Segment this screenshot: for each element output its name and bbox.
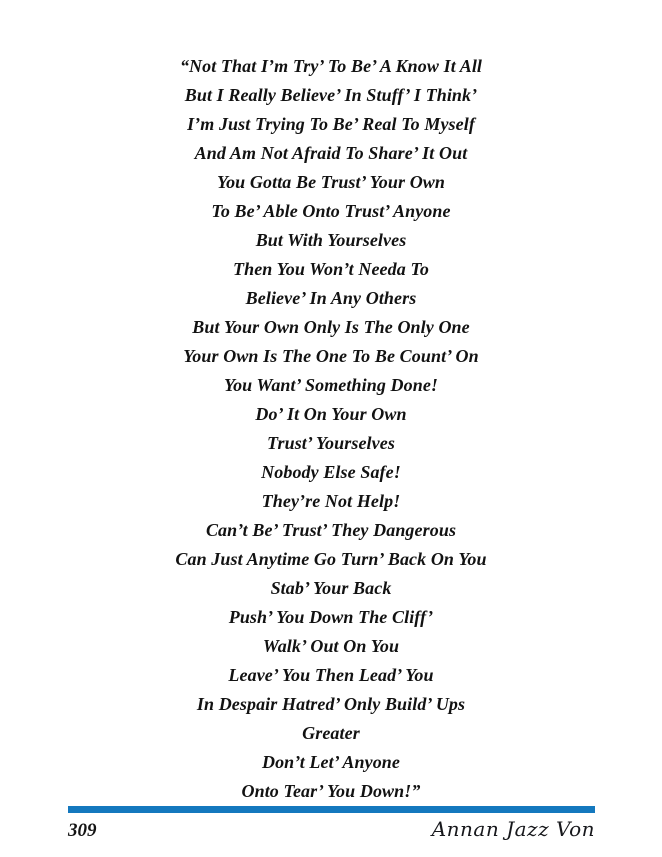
footer — [68, 817, 595, 842]
poem-line: Don’t Let’ Anyone — [261, 752, 401, 772]
poem-block — [0, 52, 662, 806]
poem-line: But With Yourselves — [255, 230, 407, 250]
poem-line: Leave’ You Then Lead’ You — [228, 665, 434, 685]
poem-line: But I Really Believe’ In Stuff’ I Think’ — [184, 85, 478, 105]
poem-line: Then You Won’t Needa To — [233, 259, 429, 279]
poem-line: Nobody Else Safe! — [261, 462, 401, 482]
poem-line: In Despair Hatred’ Only Build’ Ups — [196, 694, 466, 714]
poem-line: You Gotta Be Trust’ Your Own — [216, 172, 446, 192]
poem-line: You Want’ Something Done! — [223, 375, 439, 395]
poem-line: Your Own Is The One To Be Count’ On — [183, 346, 479, 366]
poem-line: Can’t Be’ Trust’ They Dangerous — [205, 520, 457, 540]
poem-line: But Your Own Only Is The Only One — [192, 317, 470, 337]
poem-line: And Am Not Afraid To Share’ It Out — [194, 143, 468, 163]
poem-line: Can Just Anytime Go Turn’ Back On You — [175, 549, 487, 569]
poem-line: They’re Not Help! — [261, 491, 401, 511]
poem-line: Do’ It On Your Own — [255, 404, 407, 424]
page-number: 309 — [68, 820, 97, 841]
poem-line: Onto Tear’ You Down!” — [241, 781, 421, 801]
poem-line: “Not That I’m Try’ To Be’ A Know It All — [179, 56, 483, 76]
poem-line: Believe’ In Any Others — [245, 288, 417, 308]
poem-line: Push’ You Down The Cliff’ — [228, 607, 434, 627]
poem-line: Walk’ Out On You — [262, 636, 400, 656]
author-name: Annan Jazz Von — [431, 817, 595, 841]
poem-line: I’m Just Trying To Be’ Real To Myself — [187, 114, 475, 134]
poem-line: Trust’ Yourselves — [267, 433, 395, 453]
poem-line: To Be’ Able Onto Trust’ Anyone — [211, 201, 451, 221]
poem-line: Stab’ Your Back — [270, 578, 392, 598]
poem-line: Greater — [302, 723, 360, 743]
footer-rule — [68, 806, 595, 813]
